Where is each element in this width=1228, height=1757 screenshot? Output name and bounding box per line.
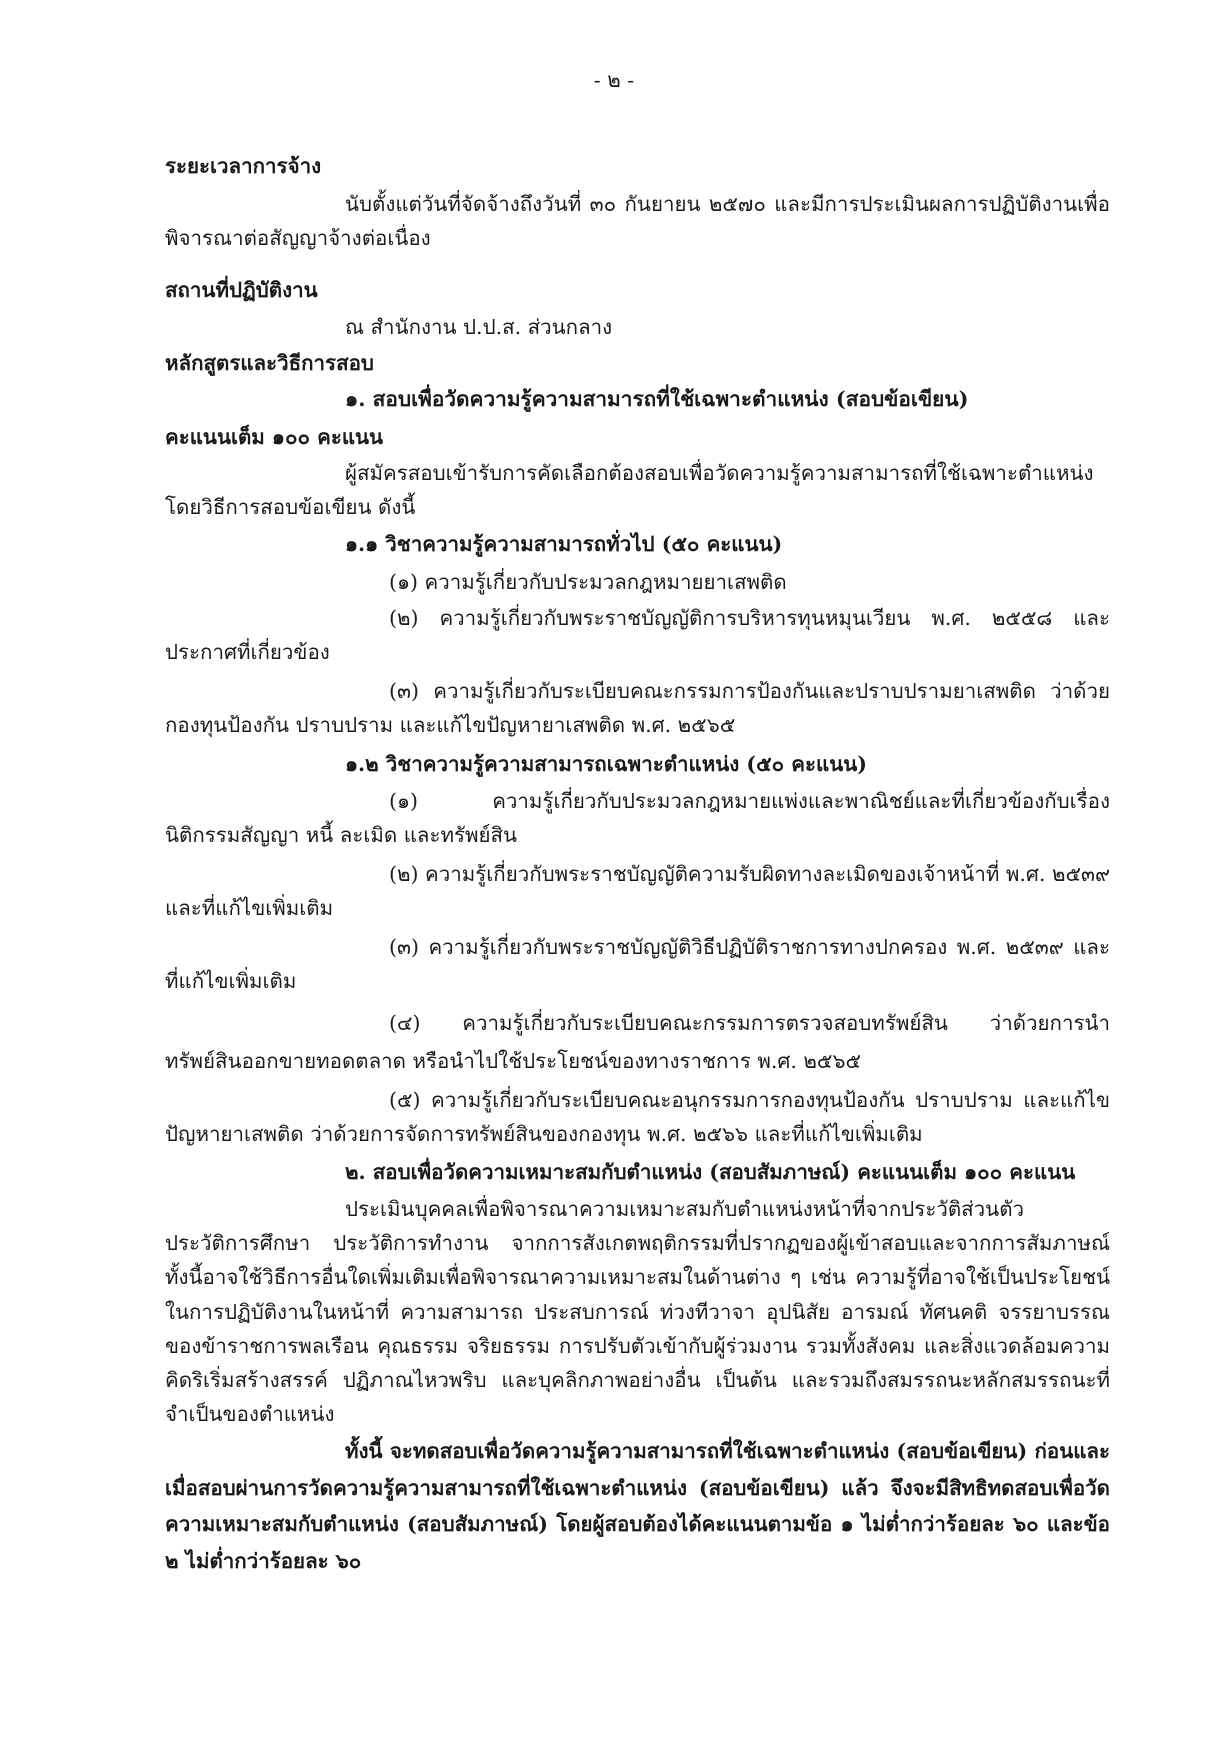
part1-title: ๑. สอบเพื่อวัดความรู้ความสามารถที่ใช้เฉพาะตำแหน่ง (สอบข้อเขียน) [345, 386, 969, 411]
page-number: - ๒ - [593, 68, 635, 92]
sub2-item-5: (๕) ความรู้เกี่ยวกับระเบียบคณะอนุกรรมการกองทุนป้องกัน ปราบปราม และแก้ไขปัญหายาเสพติด ว่าด้วยการจัดการทรัพย์สินของกองทุน พ.ศ. ๒๕๖๖ และที่แก้ไขเพิ่มเติม [165, 1088, 1110, 1147]
part2-title: ๒. สอบเพื่อวัดความเหมาะสมกับตำแหน่ง (สอบสัมภาษณ์) คะแนนเต็ม ๑๐๐ คะแนน [345, 1160, 1076, 1184]
exam-note: ทั้งนี้ จะทดสอบเพื่อวัดความรู้ความสามารถที่ใช้เฉพาะตำแหน่ง (สอบข้อเขียน) ก่อนและเมื่อสอบผ่านการวัดความรู้ความสามารถที่ใช้เฉพาะตำแหน่ง (สอบข้อเขียน) แล้ว จึงจะมีสิทธิทดสอบเพื่อวัดความเหมาะสมกับตำแหน่ง (สอบสัมภาษณ์) โดยผู้สอบต้องได้คะแนนตามข้อ ๑ ไม่ต่ำกว่าร้อยละ ๖๐ และข้อ ๒ ไม่ต่ำกว่าร้อยละ ๖๐ [165, 1439, 1110, 1573]
sub2-item-3: (๓) ความรู้เกี่ยวกับพระราชบัญญัติวิธีปฏิบัติราชการทางปกครอง พ.ศ. ๒๕๓๙ และที่แก้ไขเพิ่มเติม [165, 935, 1110, 994]
part2-body: ประเมินบุคคลเพื่อพิจารณาความเหมาะสมกับตำแหน่งหน้าที่จากประวัติส่วนตัว ประวัติการศึกษา ประวัติการทำงาน จากการสังเกตพฤติกรรมที่ปรากฏของผู้เข้าสอบและจากการสัมภาษณ์ ทั้งนี้อาจใช้วิธีการอื่นใดเพิ่มเติมเพื่อพิจารณาความเหมาะสมในด้านต่าง ๆ เช่น ความรู้ที่อาจใช้เป็นประโยชน์ในการปฏิบัติงานในหน้าที่ ความสามารถ ประสบการณ์ ท่วงทีวาจา อุปนิสัย อารมณ์ ทัศนคติ จรรยาบรรณของข้าราชการพลเรือน คุณธรรม จริยธรรม การปรับตัวเข้ากับผู้ร่วมงาน รวมทั้งสังคม และสิ่งแวดล้อมความคิดริเริ่มสร้างสรรค์ ปฏิภาณไหวพริบ และบุคลิกภาพอย่างอื่น เป็นต้น และรวมถึงสมรรถนะหลักสมรรถนะที่จำเป็นของตำแหน่ง [165, 1197, 1110, 1427]
sub1-item-1: (๑) ความรู้เกี่ยวกับประมวลกฎหมายยาเสพติด [389, 570, 787, 594]
sub2-item-1: (๑) ความรู้เกี่ยวกับประมวลกฎหมายแพ่งและพาณิชย์และที่เกี่ยวข้องกับเรื่องนิติกรรมสัญญา หนี้ ละเมิด และทรัพย์สิน [165, 789, 1110, 848]
period-heading: ระยะเวลาการจ้าง [165, 154, 322, 178]
sub1-title: ๑.๑ วิชาความรู้ความสามารถทั่วไป (๕๐ คะแนน) [345, 532, 783, 556]
sub2-item-2: (๒) ความรู้เกี่ยวกับพระราชบัญญัติความรับผิดทางละเมิดของเจ้าหน้าที่ พ.ศ. ๒๕๓๙ และที่แก้ไขเพิ่มเติม [165, 862, 1110, 921]
workplace-body: ณ สำนักงาน ป.ป.ส. ส่วนกลาง [345, 315, 613, 339]
sub2-item-4: (๔) ความรู้เกี่ยวกับระเบียบคณะกรรมการตรวจสอบทรัพย์สิน ว่าด้วยการนำทรัพย์สินออกขายทอดตลาด หรือนำไปใช้ประโยชน์ของทางราชการ พ.ศ. ๒๕๖๕ [165, 1011, 1110, 1073]
exam-heading: หลักสูตรและวิธีการสอบ [165, 351, 374, 375]
sub2-title: ๑.๒ วิชาความรู้ความสามารถเฉพาะตำแหน่ง (๕๐ คะแนน) [345, 752, 867, 776]
part1-score: คะแนนเต็ม ๑๐๐ คะแนน [165, 425, 384, 449]
workplace-heading: สถานที่ปฏิบัติงาน [165, 278, 318, 302]
sub1-item-3: (๓) ความรู้เกี่ยวกับระเบียบคณะกรรมการป้องกันและปราบปรามยาเสพติด ว่าด้วยกองทุนป้องกัน ปราบปราม และแก้ไขปัญหายาเสพติด พ.ศ. ๒๕๖๕ [165, 679, 1110, 738]
part1-intro: ผู้สมัครสอบเข้ารับการคัดเลือกต้องสอบเพื่อวัดความรู้ความสามารถที่ใช้เฉพาะตำแหน่งโดยวิธีการสอบข้อเขียน ดังนี้ [165, 461, 1094, 520]
period-body: นับตั้งแต่วันที่จัดจ้างถึงวันที่ ๓๐ กันยายน ๒๕๗๐ และมีการประเมินผลการปฏิบัติงานเพื่อพิจารณาต่อสัญญาจ้างต่อเนื่อง [165, 192, 1110, 251]
sub1-item-2: (๒) ความรู้เกี่ยวกับพระราชบัญญัติการบริหารทุนหมุนเวียน พ.ศ. ๒๕๕๘ และประกาศที่เกี่ยวข้อง [165, 606, 1110, 665]
